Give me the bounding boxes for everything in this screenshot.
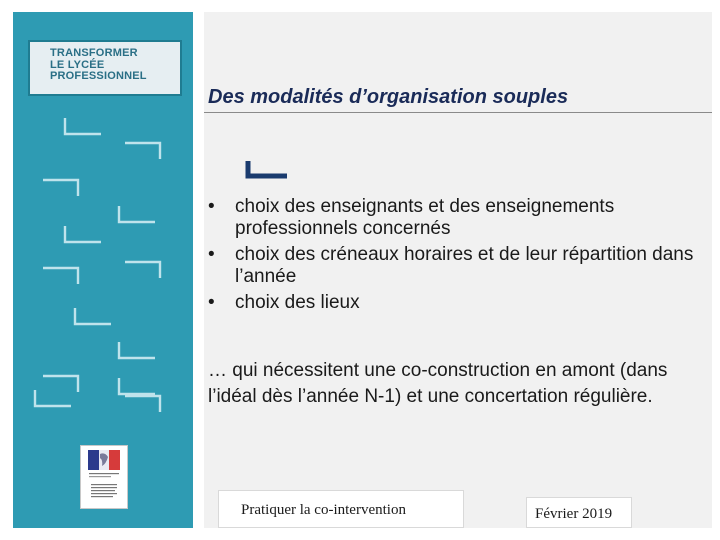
logo-line-3: PROFESSIONNEL xyxy=(50,70,147,82)
slide-title: Des modalités d’organisation souples xyxy=(208,86,569,108)
bullet-text: choix des créneaux horaires et de leur répartition dans l’année xyxy=(235,244,694,287)
bullet-list xyxy=(208,196,698,318)
bullet-marker: • xyxy=(208,196,215,217)
bullet-text: choix des enseignants et des enseignements professionnels concernés xyxy=(235,196,615,239)
bullet-text: choix des lieux xyxy=(235,292,360,313)
bullet-marker: • xyxy=(208,292,215,313)
bracket-accent-icon xyxy=(244,160,288,180)
logo-line-1: TRANSFORMER xyxy=(50,47,138,59)
summary-paragraph: … qui nécessitent une co-construction en amont (dans l’idéal dès l’année N-1) et une concertation régulière. xyxy=(208,360,668,407)
logo-line-2: LE LYCÉE xyxy=(50,58,105,71)
title-divider xyxy=(204,112,712,113)
footer-topic-box xyxy=(218,490,464,528)
bullet-marker: • xyxy=(208,244,215,265)
marianne-emblem-icon xyxy=(81,446,127,508)
list-item xyxy=(208,292,698,314)
ministry-logo xyxy=(80,445,128,509)
list-item xyxy=(208,196,698,240)
footer-date-box xyxy=(526,497,632,528)
logo-transformer-lycee-pro xyxy=(28,40,182,96)
footer-topic-label: Pratiquer la co-intervention xyxy=(241,502,406,518)
footer-date-label: Février 2019 xyxy=(535,506,613,522)
list-item xyxy=(208,244,698,288)
